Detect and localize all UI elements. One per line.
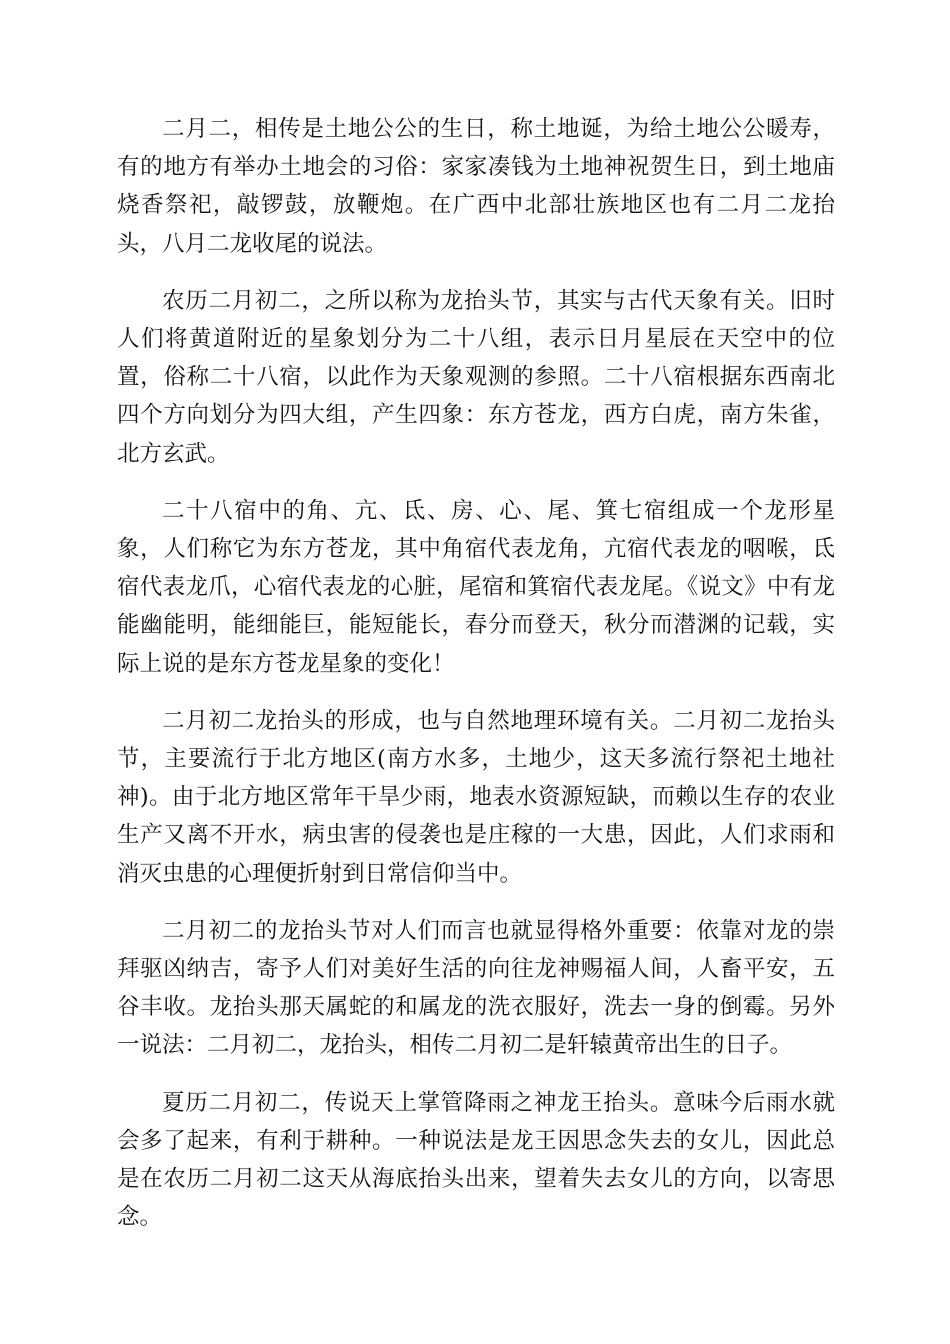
paragraph-importance: 二月初二的龙抬头节对人们而言也就显得格外重要：依靠对龙的崇拜驱凶纳吉，寄予人们对美好生活的向往龙神赐福人间，人畜平安，五谷丰收。龙抬头那天属蛇的和属龙的洗衣服好，洗去一身的倒霉。另外一说法：二月初二，龙抬头，相传二月初二是轩辕黄帝出生的日子。 [117, 917, 835, 1059]
paragraph-dragon-king: 夏历二月初二，传说天上掌管降雨之神龙王抬头。意味今后雨水就会多了起来，有利于耕种。一种说法是龙王因思念失去的女儿，因此总是在农历二月初二这天从海底抬头出来，望着失去女儿的方向，以寄思念。 [117, 1089, 835, 1231]
document-body [117, 110, 835, 1255]
paragraph-tudi-birthday: 二月二，相传是土地公公的生日，称土地诞，为给土地公公暖寿，有的地方有举办土地会的习俗：家家凑钱为土地神祝贺生日，到土地庙烧香祭祀，敲锣鼓，放鞭炮。在广西中北部壮族地区也有二月二龙抬头，八月二龙收尾的说法。 [117, 116, 835, 257]
paragraph-azure-dragon: 二十八宿中的角、亢、氐、房、心、尾、箕七宿组成一个龙形星象，人们称它为东方苍龙，其中角宿代表龙角，亢宿代表龙的咽喉，氐宿代表龙爪，心宿代表龙的心脏，尾宿和箕宿代表龙尾。《说文》中有龙能幽能明，能细能巨，能短能长，春分而登天，秋分而潜渊的记载，实际上说的是东方苍龙星象的变化！ [117, 497, 835, 677]
paragraph-astronomy-origin: 农历二月初二，之所以称为龙抬头节，其实与古代天象有关。旧时人们将黄道附近的星象划分为二十八组，表示日月星辰在天空中的位置，俗称二十八宿，以此作为天象观测的参照。二十八宿根据东西南北四个方向划分为四大组，产生四象：东方苍龙，西方白虎，南方朱雀，北方玄武。 [117, 287, 835, 467]
paragraph-geography: 二月初二龙抬头的形成，也与自然地理环境有关。二月初二龙抬头节，主要流行于北方地区(南方水多，土地少，这天多流行祭祀土地社神)。由于北方地区常年干旱少雨，地表水资源短缺，而赖以生存的农业生产又离不开水，病虫害的侵袭也是庄稼的一大患，因此，人们求雨和消灭虫患的心理便折射到日常信仰当中。 [117, 707, 835, 887]
